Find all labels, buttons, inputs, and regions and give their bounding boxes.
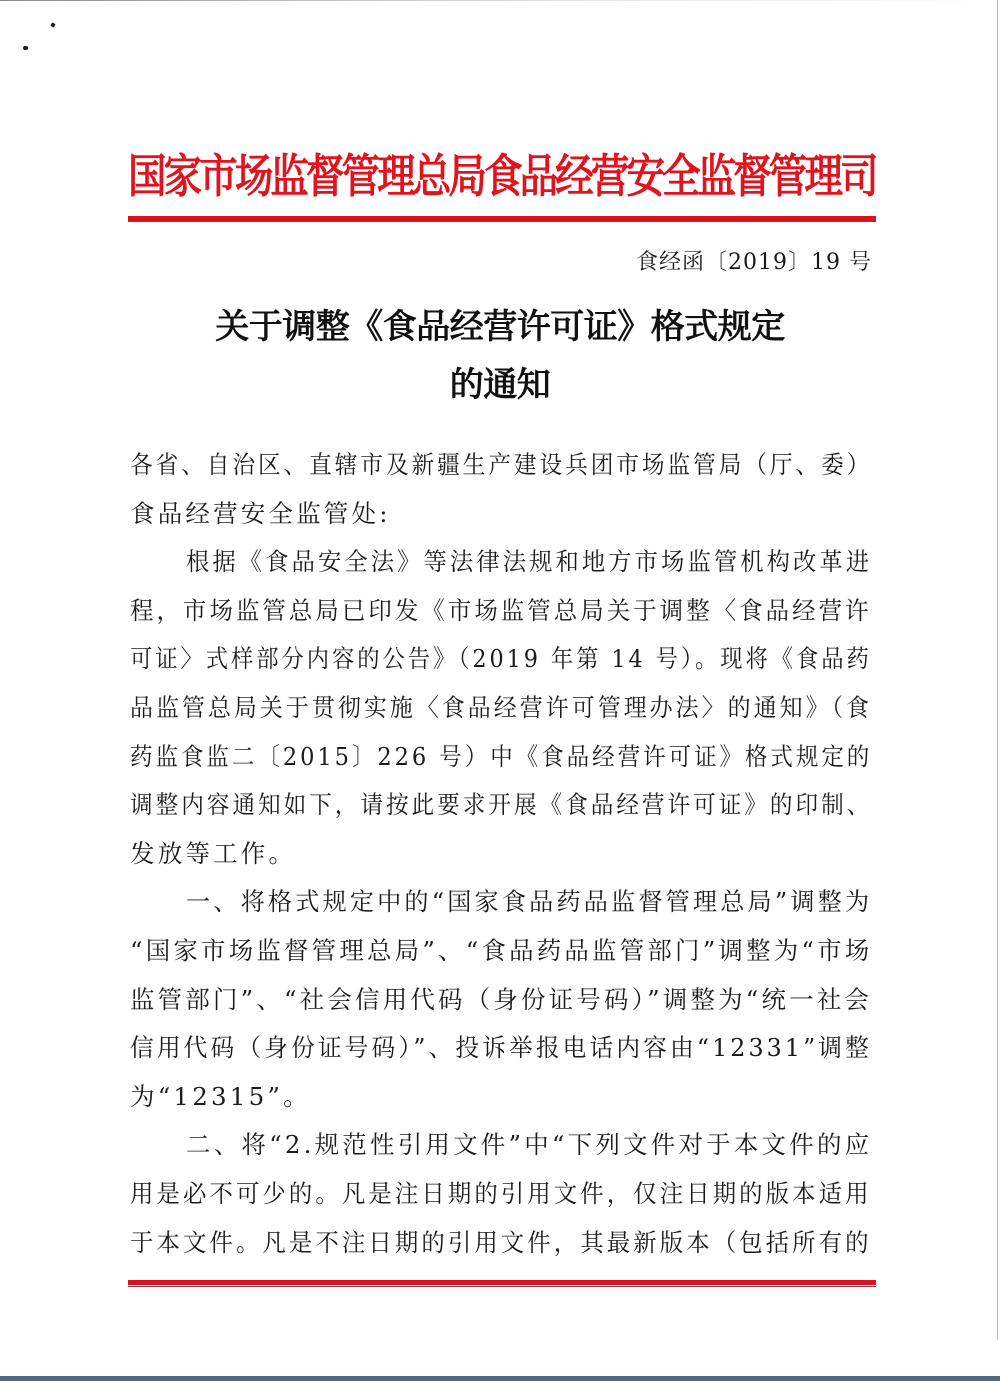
- scan-speck: [50, 22, 55, 27]
- scan-top-edge: [0, 0, 1000, 1]
- scan-bottom-strip: [0, 1376, 1000, 1381]
- letterhead-red-rule-shadow: [128, 221, 876, 222]
- footer-red-rule-shadow: [128, 1286, 876, 1287]
- body-line: “国家市场监督管理总局”、“食品药品监管部门”调整为“市场: [130, 936, 873, 965]
- body-line: 食品经营安全监管处:: [130, 498, 391, 528]
- body-line: 一、将格式规定中的“国家食品药品监督管理总局”调整为: [186, 887, 873, 917]
- body-line: 可证〉式样部分内容的公告》（2019 年第 14 号）。现将《食品药: [130, 644, 872, 674]
- footer-red-rule: [128, 1280, 876, 1285]
- document-title-line-1: 关于调整《食品经营许可证》格式规定: [215, 307, 785, 347]
- body-line: 根据《食品安全法》等法律法规和地方市场监管机构改革进: [186, 547, 873, 577]
- scan-speck: [23, 46, 28, 50]
- body-line: 发放等工作。: [130, 838, 297, 868]
- scan-right-edge: [997, 0, 998, 1340]
- body-line: 为“12315”。: [130, 1081, 311, 1111]
- body-line: 药监食监二〔2015〕226 号）中《食品经营许可证》格式规定的: [130, 741, 873, 771]
- body-line: 调整内容通知如下，请按此要求开展《食品经营许可证》的印制、: [130, 790, 873, 820]
- document-title-line-2: 的通知: [449, 365, 551, 405]
- body-line: 于本文件。凡是不注日期的引用文件，其最新版本（包括所有的: [130, 1227, 872, 1257]
- body-line: 程，市场监管总局已印发《市场监管总局关于调整〈食品经营许: [130, 595, 872, 625]
- body-line: 各省、自治区、直辖市及新疆生产建设兵团市场监管局（厅、委）: [130, 450, 873, 479]
- body-line: 用是必不可少的。凡是注日期的引用文件，仅注日期的版本适用: [130, 1179, 872, 1208]
- body-line: 监管部门”、“社会信用代码（身份证号码）”调整为“统一社会: [130, 984, 873, 1014]
- letterhead-org-name: 国家市场监督管理总局食品经营安全监督管理司: [128, 150, 876, 204]
- body-line: 品监管总局关于贯彻实施〈食品经营许可管理办法〉的通知》（食: [130, 693, 873, 722]
- body-line: 信用代码（身份证号码）”、投诉举报电话内容由“12331”调整: [130, 1033, 872, 1063]
- body-line: 二、将“2.规范性引用文件”中“下列文件对于本文件的应: [186, 1130, 873, 1160]
- document-number: 食经函〔2019〕19 号: [636, 250, 872, 275]
